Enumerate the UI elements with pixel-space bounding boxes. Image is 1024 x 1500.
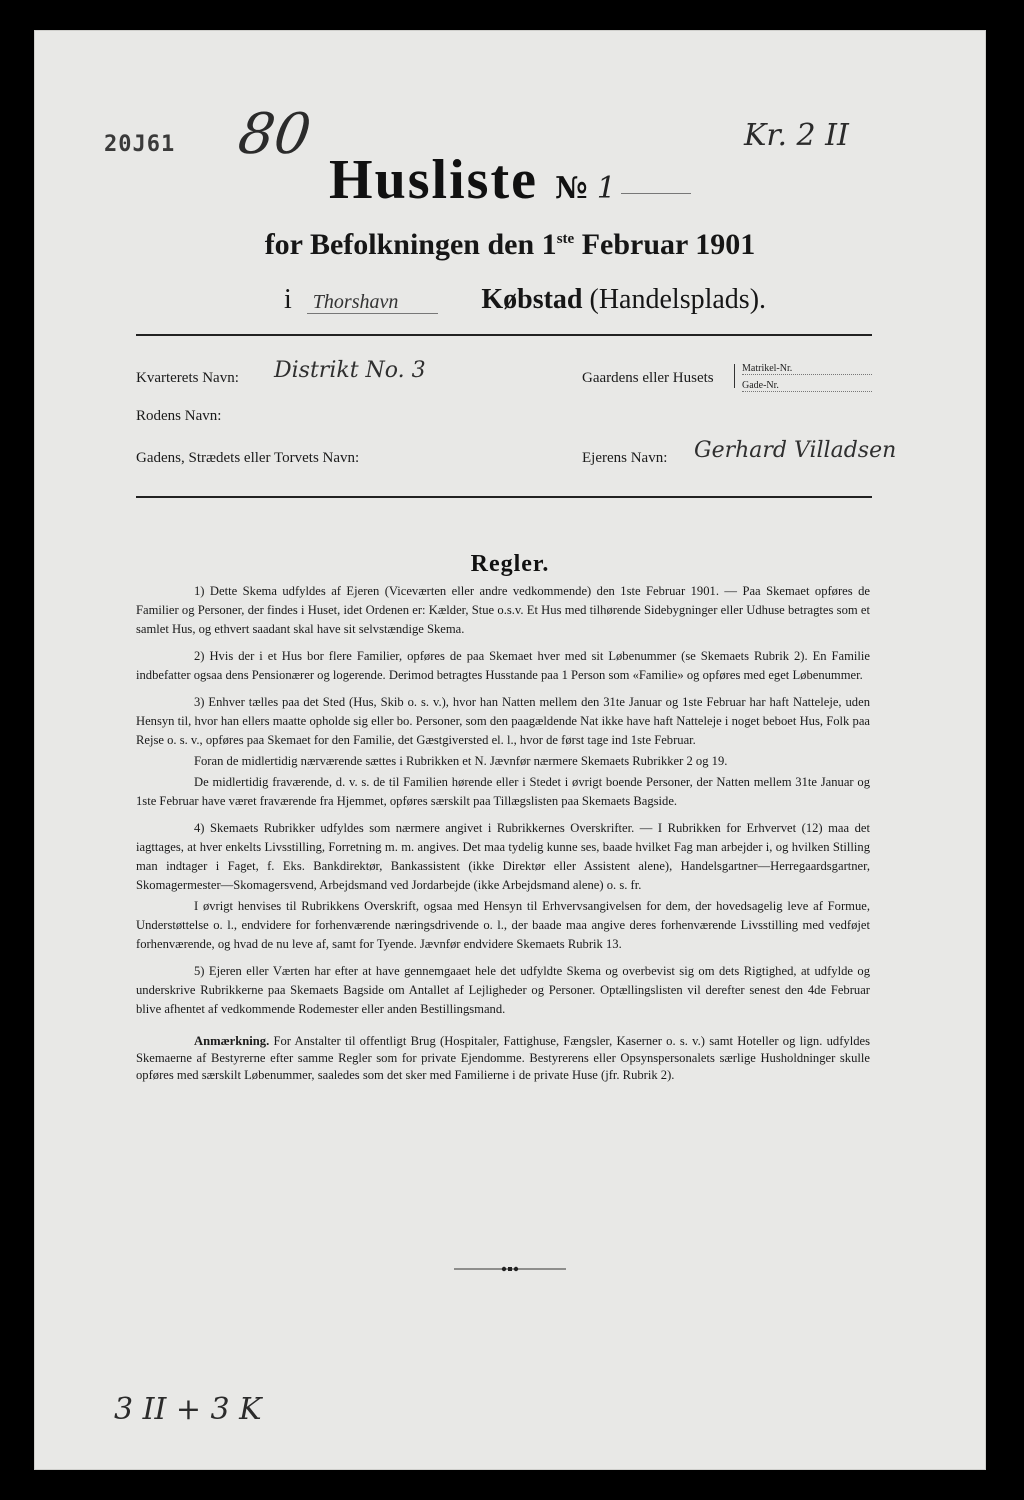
- rule-3c: De midlertidig fraværende, d. v. s. de til Familien hørende eller i Stedet i øvrigt boende Personer, der Natten mellem 31te Januar og 1ste Februar have været fraværende fra Hjemmet, opføres særskilt paa Tillægslisten paa Skemaets Bagside.: [136, 775, 870, 808]
- number-line: [621, 193, 691, 194]
- gaard-label: Gaardens eller Husets: [582, 370, 714, 386]
- place-prefix: i: [284, 284, 292, 315]
- ejer-value: Gerhard Villadsen: [694, 438, 897, 463]
- divider-top: [136, 334, 872, 336]
- rule-1: 1) Dette Skema udfyldes af Ejeren (Viceværten eller andre vedkommende) den 1ste Februar 1901. — Paa Skemaet opføres de Familier og Personer, der findes i Huset, idet Ordenen er: Kælder, Stue o.s.v. Et Hus med tilhørende Sidebygninger eller Udhuse betragtes som et samlet Hus, og ethvert saadant skal have sit selvstændige Skema.: [136, 584, 870, 636]
- archive-stamp: 20J61: [104, 132, 176, 157]
- note-text: For Anstalter til offentligt Brug (Hospitaler, Fattighuse, Fængsler, Kaserner o. s. v.) samt Hoteller og lign. udfyldes Skemaerne af Bestyrerne efter samme Regler som for private Ejendomme. Bestyrerens eller Opsynspersonalets særlige Husholdninger skulle opføres med særskilt Løbenummer, saaledes som det sker med Familierne i de private Huse (jfr. Rubrik 2).: [136, 1034, 870, 1082]
- divider-bottom: [136, 496, 872, 498]
- kvarter-value: Distrikt No. 3: [274, 358, 426, 383]
- roden-label: Rodens Navn:: [136, 408, 222, 424]
- ornament-divider: [454, 1264, 566, 1274]
- subtitle-post: Februar 1901: [574, 228, 756, 261]
- rule-2: 2) Hvis der i et Hus bor flere Familier, opføres de paa Skemaet hver med sit Løbenummer (se Skemaets Rubrik 2). En Familie indbefatter ogsaa dens Pensionærer og logerende. Derimod betragtes Husstande paa 1 Person som «Familie» og opføres med eget Løbenummer.: [136, 649, 870, 682]
- note-label: Anmærkning.: [194, 1034, 270, 1048]
- handwritten-top-right: Kr. 2 II: [744, 118, 849, 153]
- subtitle: [34, 228, 986, 262]
- rule-4b: I øvrigt henvises til Rubrikkens Overskrift, ogsaa med Hensyn til Erhvervsangivelsen for dem, der hovedsagelig leve af Formue, Understøttelse o. l., endvidere for forhenværende næringsdrivende o. l., der baade maa angive deres forhenværende Livsstilling med vedføjet forhenværende, og hvad de nu leve af, samt for Tyende. Jævnfør endvidere Skemaets Rubrik 13.: [136, 899, 870, 951]
- handwritten-bottom-left: 3 II + 3 K: [114, 1392, 262, 1427]
- brace: [734, 364, 741, 388]
- matrikel-label: Matrikel-Nr.: [742, 363, 872, 375]
- handelsplads-label: (Handelsplads).: [589, 284, 767, 315]
- document-sheet: [34, 30, 986, 1470]
- rule-3b: Foran de midlertidig nærværende sættes i Rubrikken et N. Jævnfør nærmere Skemaets Rubrikker 2 og 19.: [194, 754, 728, 768]
- gade-label: Gadens, Strædets eller Torvets Navn:: [136, 450, 360, 466]
- subtitle-pre: for Befolkningen den 1: [264, 228, 557, 261]
- rules-heading: Regler.: [470, 551, 550, 577]
- gade-nr-label: Gade-Nr.: [742, 380, 872, 392]
- handwritten-number: 80: [234, 102, 315, 167]
- kobstad-label: Købstad: [481, 284, 583, 315]
- number-hand: 1: [596, 171, 616, 206]
- rule-4: 4) Skemaets Rubrikker udfyldes som nærmere angivet i Rubrikkernes Overskrifter. — I Rubrikken for Erhvervet (12) maa det iagttages, at hver enkelts Livsstilling, Forretning m. m. angives. Det maa tydelig kunne ses, baade hvilket Fag man arbejder i, og hvilken Stilling man indtager i Faget, f. Eks. Bankdirektør, Bankassistent (ikke Direktør eller Assistent alene), Handelsgartner—Herregaardsgartner, Skomagermester—Skomagersvend, Arbejdsmand ved Jordarbejde (ikke Arbejdsmand alene) o. s. fr.: [136, 821, 870, 892]
- kvarter-label: Kvarterets Navn:: [136, 370, 239, 386]
- rule-5: 5) Ejeren eller Værten har efter at have gennemgaaet hele det udfyldte Skema og overbevist sig om dets Rigtighed, at udfylde og underskrive Rubrikkerne paa Skemaets Bagside om Antallet af Lejligheder og Personer. Optællingslisten vil derefter senest den 4de Februar blive afhentet af vedkommende Rodemester eller anden Bestillingsmand.: [136, 964, 870, 1016]
- rules-body: [136, 582, 870, 1092]
- number-symbol: №: [555, 171, 588, 206]
- ejer-label: Ejerens Navn:: [582, 450, 668, 466]
- note: [136, 1033, 870, 1084]
- title-text: Husliste: [329, 149, 538, 211]
- place-hand: Thorshavn: [307, 291, 439, 314]
- subtitle-sup: ste: [556, 231, 575, 247]
- rule-3: 3) Enhver tælles paa det Sted (Hus, Skib o. s. v.), hvor han Natten mellem den 31te Januar og 1ste Februar har haft Natteleje, uden Hensyn til, hvor han ellers maatte opholde sig eller bo. Personer, som den paagældende Nat ikke have haft Natteleje i noget beboet Hus, Folk paa Rejse o. s. v., opføres paa Skemaet for den Familie, det Gæstgiversted el. l., hvor de først tage ind 1ste Februar.: [136, 695, 870, 747]
- place-line: [284, 284, 784, 316]
- page-title: [34, 148, 986, 212]
